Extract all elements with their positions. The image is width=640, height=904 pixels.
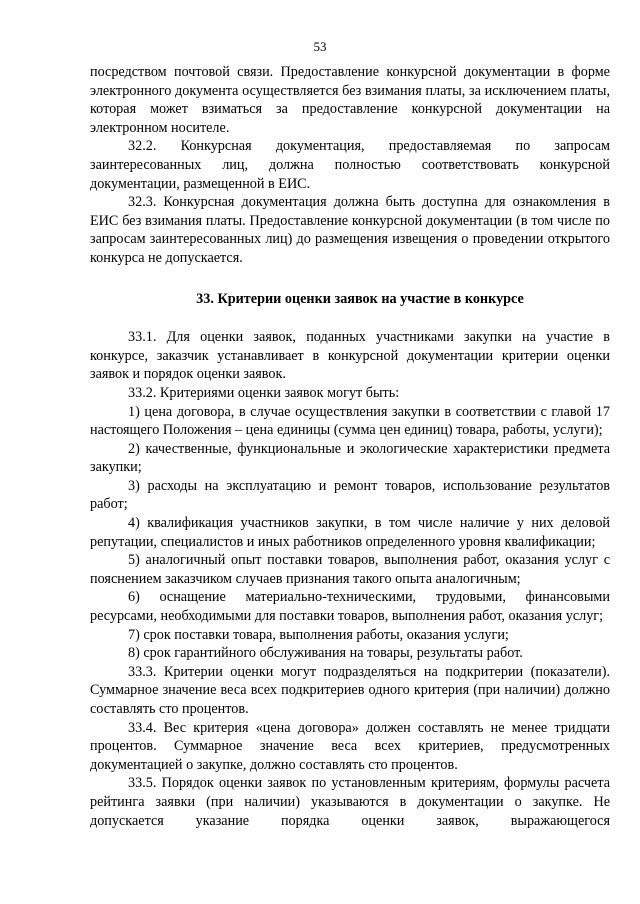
list-item: 3) расходы на эксплуатацию и ремонт товаров, использование результатов работ; (90, 477, 610, 513)
paragraph: 33.5. Порядок оценки заявок по установленным критериям, формулы расчета рейтинга заявки (при наличии) указываются в документации о закупке. Не допускается указание порядка оценки заявок, выражающегося (90, 775, 610, 829)
paragraph: 33.1. Для оценки заявок, поданных участниками закупки на участие в конкурсе, заказчик устанавливает в конкурсной документации критерии оценки заявок и порядок оценки заявок. (90, 329, 610, 383)
paragraph: 32.3. Конкурсная документация должна быть доступна для ознакомления в ЕИС без взимания платы. Предоставление конкурсной документации (в том числе по запросам заинтересованных лиц) до размещения извещения о проведении открытого конкурса не допускается. (90, 194, 610, 266)
list-item: 6) оснащение материально-техническими, трудовыми, финансовыми ресурсами, необходимыми для поставки товаров, выполнения работ, оказания услуг; (90, 589, 610, 625)
document-body (90, 63, 610, 830)
paragraph: 33.4. Вес критерия «цена договора» должен составлять не менее тридцати процентов. Суммарное значение веса всех критериев, предусмотренных документацией о закупке, должно составлять сто процентов. (90, 719, 610, 773)
list-item: 2) качественные, функциональные и экологические характеристики предмета закупки; (90, 440, 610, 476)
list-item: 8) срок гарантийного обслуживания на товары, результаты работ. (128, 645, 523, 662)
list-item: 1) цена договора, в случае осуществления закупки в соответствии с главой 17 настоящего Положения – цена единицы (сумма цен единиц) товара, работы, услуги); (90, 403, 610, 439)
paragraph: посредством почтовой связи. Предоставление конкурсной документации в форме электронного документа осуществляется без взимания платы, за исключением платы, которая может взиматься за предоставление конкурсной документации на электронном носителе. (90, 64, 610, 136)
list-item: 7) срок поставки товара, выполнения работы, оказания услуги; (128, 626, 509, 643)
list-item: 4) квалификация участников закупки, в том числе наличие у них деловой репутации, специалистов и иных работников определенного уровня квалификации; (90, 515, 610, 550)
paragraph: 33.3. Критерии оценки могут подразделяться на подкритерии (показатели). Суммарное значение веса всех подкритериев одного критерия (при наличии) должно составлять сто процентов. (90, 663, 610, 717)
section-heading: 33. Критерии оценки заявок на участие в конкурсе (196, 290, 524, 307)
page-number: 53 (313, 39, 327, 54)
paragraph: 32.2. Конкурсная документация, предоставляемая по запросам заинтересованных лиц, должна полностью соответствовать конкурсной документации, размещенной в ЕИС. (90, 138, 610, 192)
list-item: 5) аналогичный опыт поставки товаров, выполнения работ, оказания услуг с пояснением заказчиком случаев признания такого опыта аналогичным; (90, 552, 610, 587)
paragraph: 33.2. Критериями оценки заявок могут быть: (128, 384, 400, 401)
